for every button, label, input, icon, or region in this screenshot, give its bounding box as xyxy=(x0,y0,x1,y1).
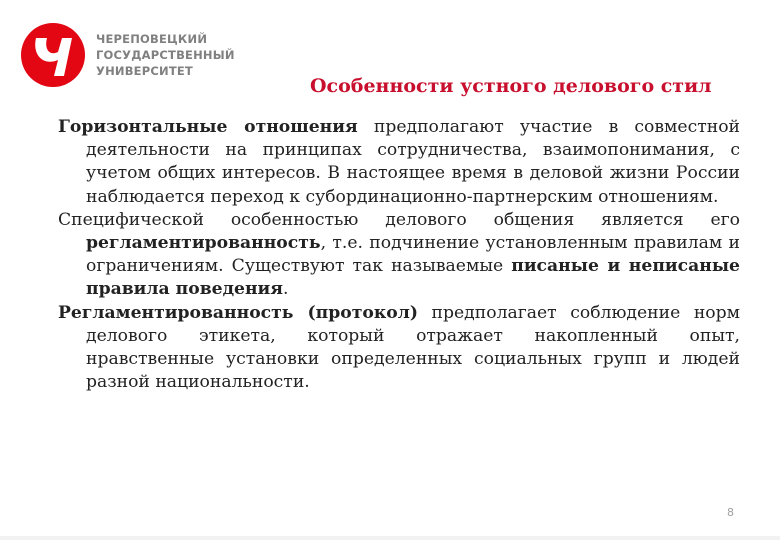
paragraph-text: предполагают участие в совместной деятельности на принципах сотрудничества, взаимопонимания, с учетом общих интересов. В настоящее время в деловой жизни России наблюдается переход к субординационно-партнерским отношениям. xyxy=(86,117,740,207)
term-rules: писаные и неписаные правила поведения xyxy=(86,256,740,300)
term-horizontal-relations: Горизонтальные отношения xyxy=(58,117,358,137)
footer-divider xyxy=(0,536,780,540)
logo-line-2: ГОСУДАРСТВЕННЫЙ xyxy=(96,48,235,62)
term-regulation: регламентированность xyxy=(86,233,321,254)
slide-title: Особенности устного делового стил xyxy=(310,75,712,97)
paragraph-horizontal-relations xyxy=(58,116,740,209)
logo-emblem-icon xyxy=(20,22,86,88)
paragraph-text: , т.е. подчинение установленным правилам и ограничениям. Существуют так называемые xyxy=(86,233,740,277)
logo-line-3: УНИВЕРСИТЕТ xyxy=(96,64,193,78)
term-protocol: Регламентированность (протокол) xyxy=(58,302,418,323)
university-logo xyxy=(20,22,235,88)
page-number: 8 xyxy=(727,506,734,519)
logo-line-1: ЧЕРЕПОВЕЦКИЙ xyxy=(96,32,208,46)
paragraph-regulation xyxy=(58,209,740,302)
paragraph-text: Специфической особенностью делового общения является его xyxy=(58,209,740,230)
paragraph-text: предполагает соблюдение норм делового этикета, который отражает накопленный опыт, нравственные установки определенных социальных групп и людей разной национальности. xyxy=(86,302,741,393)
slide-content xyxy=(58,116,740,394)
paragraph-protocol xyxy=(58,302,740,395)
paragraph-text: . xyxy=(283,279,289,300)
logo-text xyxy=(96,31,235,79)
